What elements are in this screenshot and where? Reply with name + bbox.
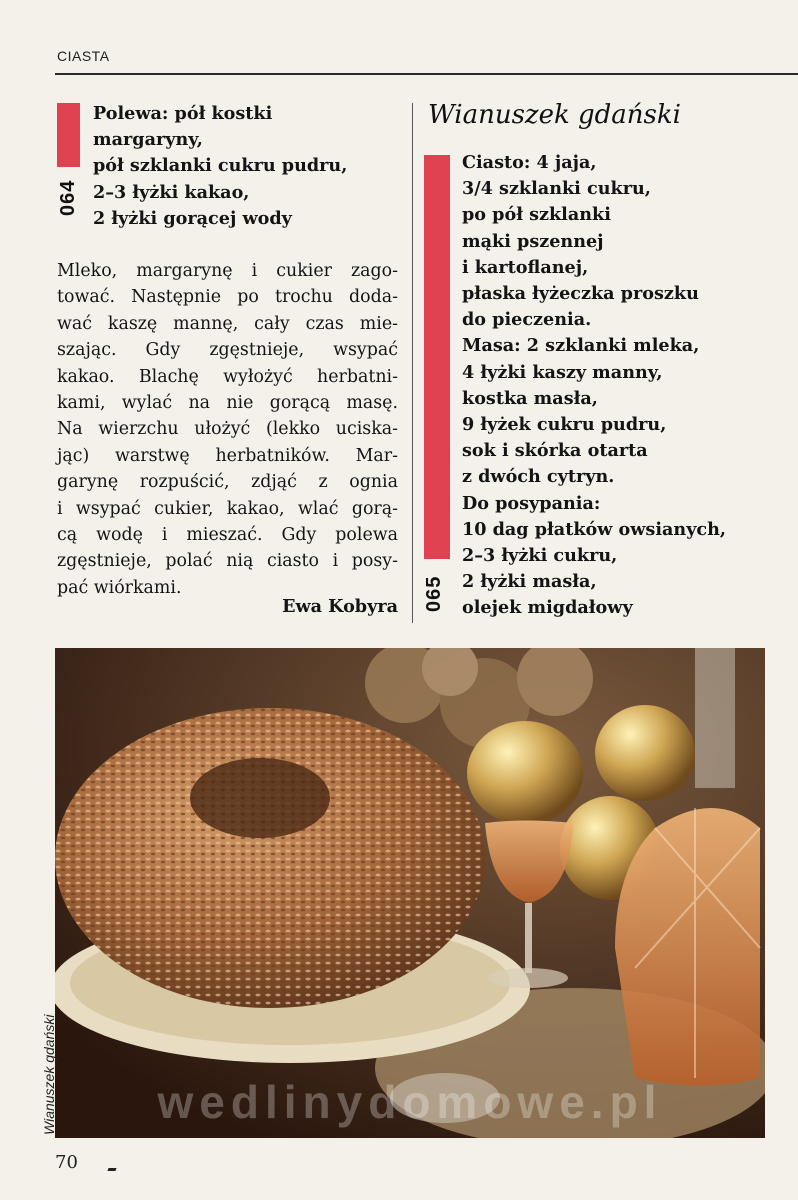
text-line: pać wiórkami. [57,577,182,598]
cake-photo [55,648,765,1138]
text-line: tować. Następnie po trochu doda- [57,287,398,308]
text-line: kami, wylać na nie gorącą masę. [57,393,398,414]
text-line: po pół szklanki [462,204,611,226]
text-line: 4 łyżki kaszy manny, [462,361,663,383]
text-line: 2–3 łyżki cukru, [462,545,618,567]
recipe-065-marker-bar [424,155,450,559]
photo-caption: Wianuszek gdański [41,1014,57,1135]
recipe-064-method [57,258,398,601]
header-rule [55,73,798,75]
text-line: 2 łyżki masła, [462,571,597,593]
text-line: olejek migdałowy [462,597,633,619]
text-line: 9 łyżek cukru pudru, [462,414,667,436]
text-line: Ciasto: 4 jaja, [462,152,597,173]
text-line: Do posypania: [462,492,601,514]
text-line: płaska łyżeczka proszku [462,283,699,305]
text-line: mąki pszennej [462,230,604,252]
recipe-064-number: 064 [57,179,79,216]
cake-photo-illustration [55,648,765,1138]
text-line: zgęstnieje, polać nią ciasto i posy- [57,551,398,572]
text-line: i kartoflanej, [462,256,589,278]
text-line: kakao. Blachę wyłożyć herbatni- [57,366,398,387]
recipe-064-author: Ewa Kobyra [282,596,398,617]
recipe-064-ingredients [93,101,347,232]
text-line: 2–3 łyżki kakao, [93,181,250,203]
recipe-065-number: 065 [423,575,445,612]
text-line: Masa: 2 szklanki mleka, [462,335,700,357]
text-line: z dwóch cytryn. [462,466,615,488]
text-line: szając. Gdy zgęstnieje, wsypać [57,340,398,361]
text-line: Polewa: pół kostki [93,103,273,124]
recipe-065-title: Wianuszek gdański [428,100,681,130]
section-label: CIASTA [57,48,110,64]
column-divider [412,103,413,623]
text-line: wać kaszę mannę, cały czas mie- [57,313,398,334]
text-line: garynę rozpuścić, zdjąć z ognia [57,472,398,493]
text-line: kostka masła, [462,387,598,409]
text-line: sok i skórka otarta [462,440,648,462]
text-line: 2 łyżki gorącej wody [93,207,292,229]
text-line: cą wodę i mieszać. Gdy polewa [57,525,398,546]
text-line: i wsypać cukier, kakao, wlać gorą- [57,498,398,519]
page-number: 70 [55,1152,78,1173]
recipe-064-marker-bar [57,103,80,167]
recipe-065-ingredients [462,150,726,622]
text-line: 10 dag płatków owsianych, [462,518,727,540]
text-line: do pieczenia. [462,309,592,331]
text-line: Na wierzchu ułożyć (lekko uciska- [57,419,398,440]
watermark: wedlinydomowe.pl [157,1076,663,1128]
text-line: pół szklanki cukru pudru, [93,155,348,177]
text-line: jąc) warstwę herbatników. Mar- [57,445,398,466]
page-mark [107,1168,116,1171]
text-line: Mleko, margarynę i cukier zago- [57,261,398,281]
text-line: margaryny, [93,129,203,151]
text-line: 3/4 szklanki cukru, [462,178,651,200]
